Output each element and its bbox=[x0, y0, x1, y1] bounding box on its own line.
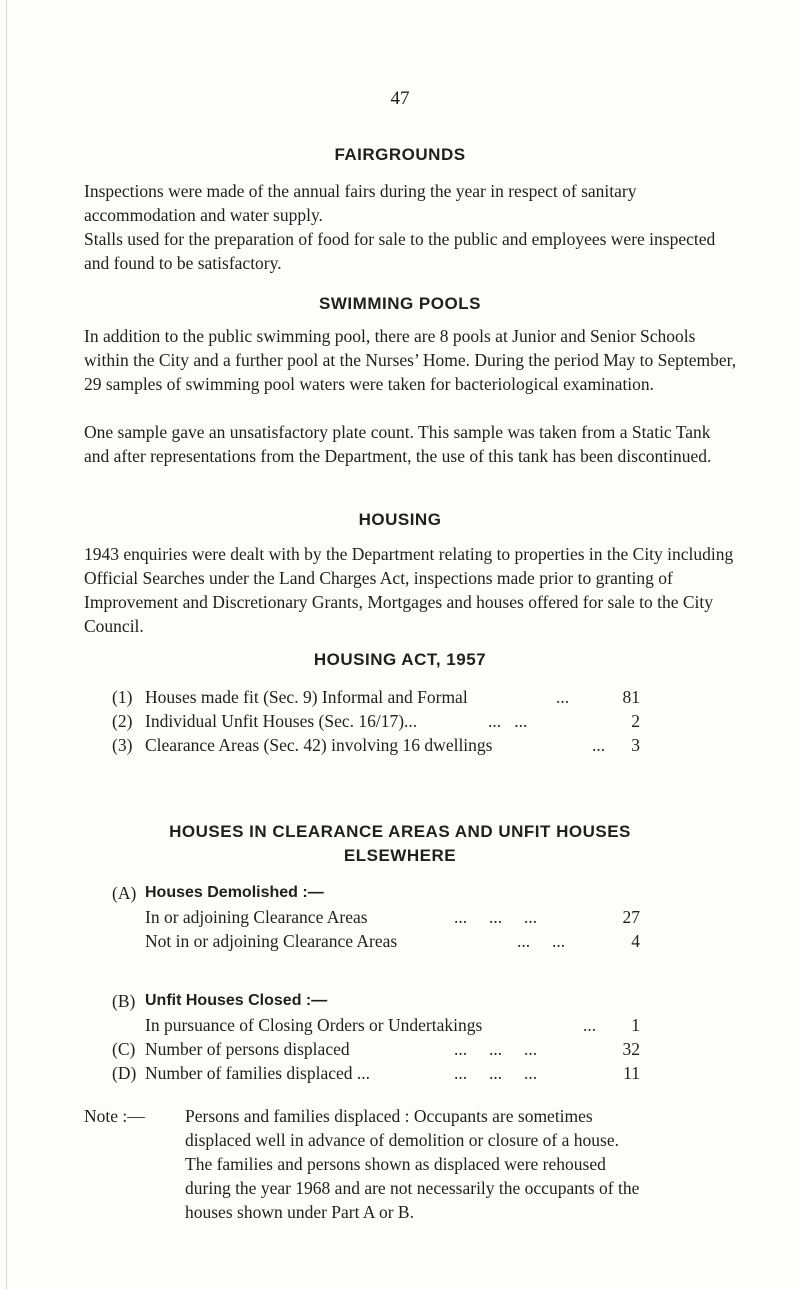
leader-dots: ... ... ... bbox=[454, 1039, 538, 1059]
item-label: In pursuance of Closing Orders or Undertakings bbox=[145, 1015, 483, 1035]
clearance-heading-line-1: HOUSES IN CLEARANCE AREAS AND UNFIT HOUSES bbox=[169, 822, 631, 841]
leader-dots: ... bbox=[583, 1015, 597, 1035]
demolished-row bbox=[0, 905, 640, 929]
swimming-pools-paragraph-1: In addition to the public swimming pool, there are 8 pools at Junior and Senior Schools within the City and a further pool at the Nurses’ Home. During the period May to September, 29 samples of swimming pool waters were taken for bacteriological examination. bbox=[84, 326, 737, 394]
section-d-number: (D) bbox=[112, 1063, 137, 1083]
section-b-heading-row bbox=[0, 989, 640, 1013]
clearance-heading-line-2: ELSEWHERE bbox=[343, 846, 457, 865]
housing-act-row bbox=[0, 733, 640, 757]
section-a-heading-row bbox=[0, 881, 640, 905]
item-label: In or adjoining Clearance Areas bbox=[145, 907, 368, 927]
item-label: Clearance Areas (Sec. 42) involving 16 dwellings bbox=[145, 735, 493, 755]
item-label: Not in or adjoining Clearance Areas bbox=[145, 931, 398, 951]
section-a-number: (A) bbox=[112, 883, 137, 903]
section-c-number: (C) bbox=[112, 1039, 136, 1059]
item-label: Number of families displaced ... bbox=[145, 1063, 371, 1083]
housing-act-heading: HOUSING ACT, 1957 bbox=[313, 650, 487, 669]
fairgrounds-paragraph-2: Stalls used for the preparation of food for sale to the public and employees were inspected and found to be satisfactory. bbox=[84, 229, 716, 273]
housing-act-row bbox=[0, 709, 640, 733]
item-value: 27 bbox=[622, 907, 640, 927]
leader-dots: ... ... ... bbox=[454, 907, 538, 927]
section-b-heading: Unfit Houses Closed :— bbox=[145, 992, 328, 1009]
fairgrounds-paragraph-1: Inspections were made of the annual fairs during the year in respect of sanitary accommodation and water supply. bbox=[84, 181, 637, 225]
section-b-number: (B) bbox=[112, 991, 136, 1011]
item-value: 32 bbox=[622, 1039, 640, 1059]
item-value: 1 bbox=[631, 1015, 640, 1035]
housing-act-row bbox=[0, 685, 640, 709]
item-number: (1) bbox=[112, 687, 133, 707]
item-value: 81 bbox=[622, 687, 640, 707]
swimming-pools-paragraph-2: One sample gave an unsatisfactory plate count. This sample was taken from a Static Tank and after representations from the Department, the use of this tank has been discontinued. bbox=[84, 422, 712, 466]
housing-heading: HOUSING bbox=[358, 510, 442, 529]
item-value: 11 bbox=[623, 1063, 640, 1083]
leader-dots: ... ... bbox=[488, 711, 528, 731]
leader-dots: ... bbox=[592, 735, 606, 755]
page-edge bbox=[6, 0, 7, 1289]
leader-dots: ... bbox=[556, 687, 570, 707]
fairgrounds-heading: FAIRGROUNDS bbox=[334, 145, 466, 164]
item-label: Houses made fit (Sec. 9) Informal and Formal bbox=[145, 687, 468, 707]
note-text: Persons and families displaced : Occupants are sometimes displaced well in advance of demolition or closure of a house. The families and persons shown as displaced were rehoused during the year 1968 and are not necessarily the occupants of the houses shown under Part A or B. bbox=[185, 1106, 640, 1222]
housing-paragraph: 1943 enquiries were dealt with by the Department relating to properties in the City including Official Searches under the Land Charges Act, inspections made prior to granting of Improvement and Discretionary Grants, Mortgages and houses offered for sale to the City Council. bbox=[84, 544, 734, 636]
closed-row bbox=[0, 1013, 640, 1037]
note-label: Note :— bbox=[84, 1106, 145, 1126]
item-number: (3) bbox=[112, 735, 133, 755]
item-value: 3 bbox=[631, 735, 640, 755]
item-label: Number of persons displaced bbox=[145, 1039, 350, 1059]
item-label: Individual Unfit Houses (Sec. 16/17)... bbox=[145, 711, 418, 731]
demolished-row bbox=[0, 929, 640, 953]
item-value: 2 bbox=[631, 711, 640, 731]
section-d-row bbox=[0, 1061, 640, 1085]
item-number: (2) bbox=[112, 711, 133, 731]
leader-dots: ... ... ... bbox=[454, 1063, 538, 1083]
section-c-row bbox=[0, 1037, 640, 1061]
page-number: 47 bbox=[390, 88, 410, 109]
swimming-pools-heading: SWIMMING POOLS bbox=[319, 294, 481, 313]
section-a-heading: Houses Demolished :— bbox=[145, 884, 324, 901]
leader-dots: ... ... bbox=[517, 931, 566, 951]
item-value: 4 bbox=[631, 931, 640, 951]
